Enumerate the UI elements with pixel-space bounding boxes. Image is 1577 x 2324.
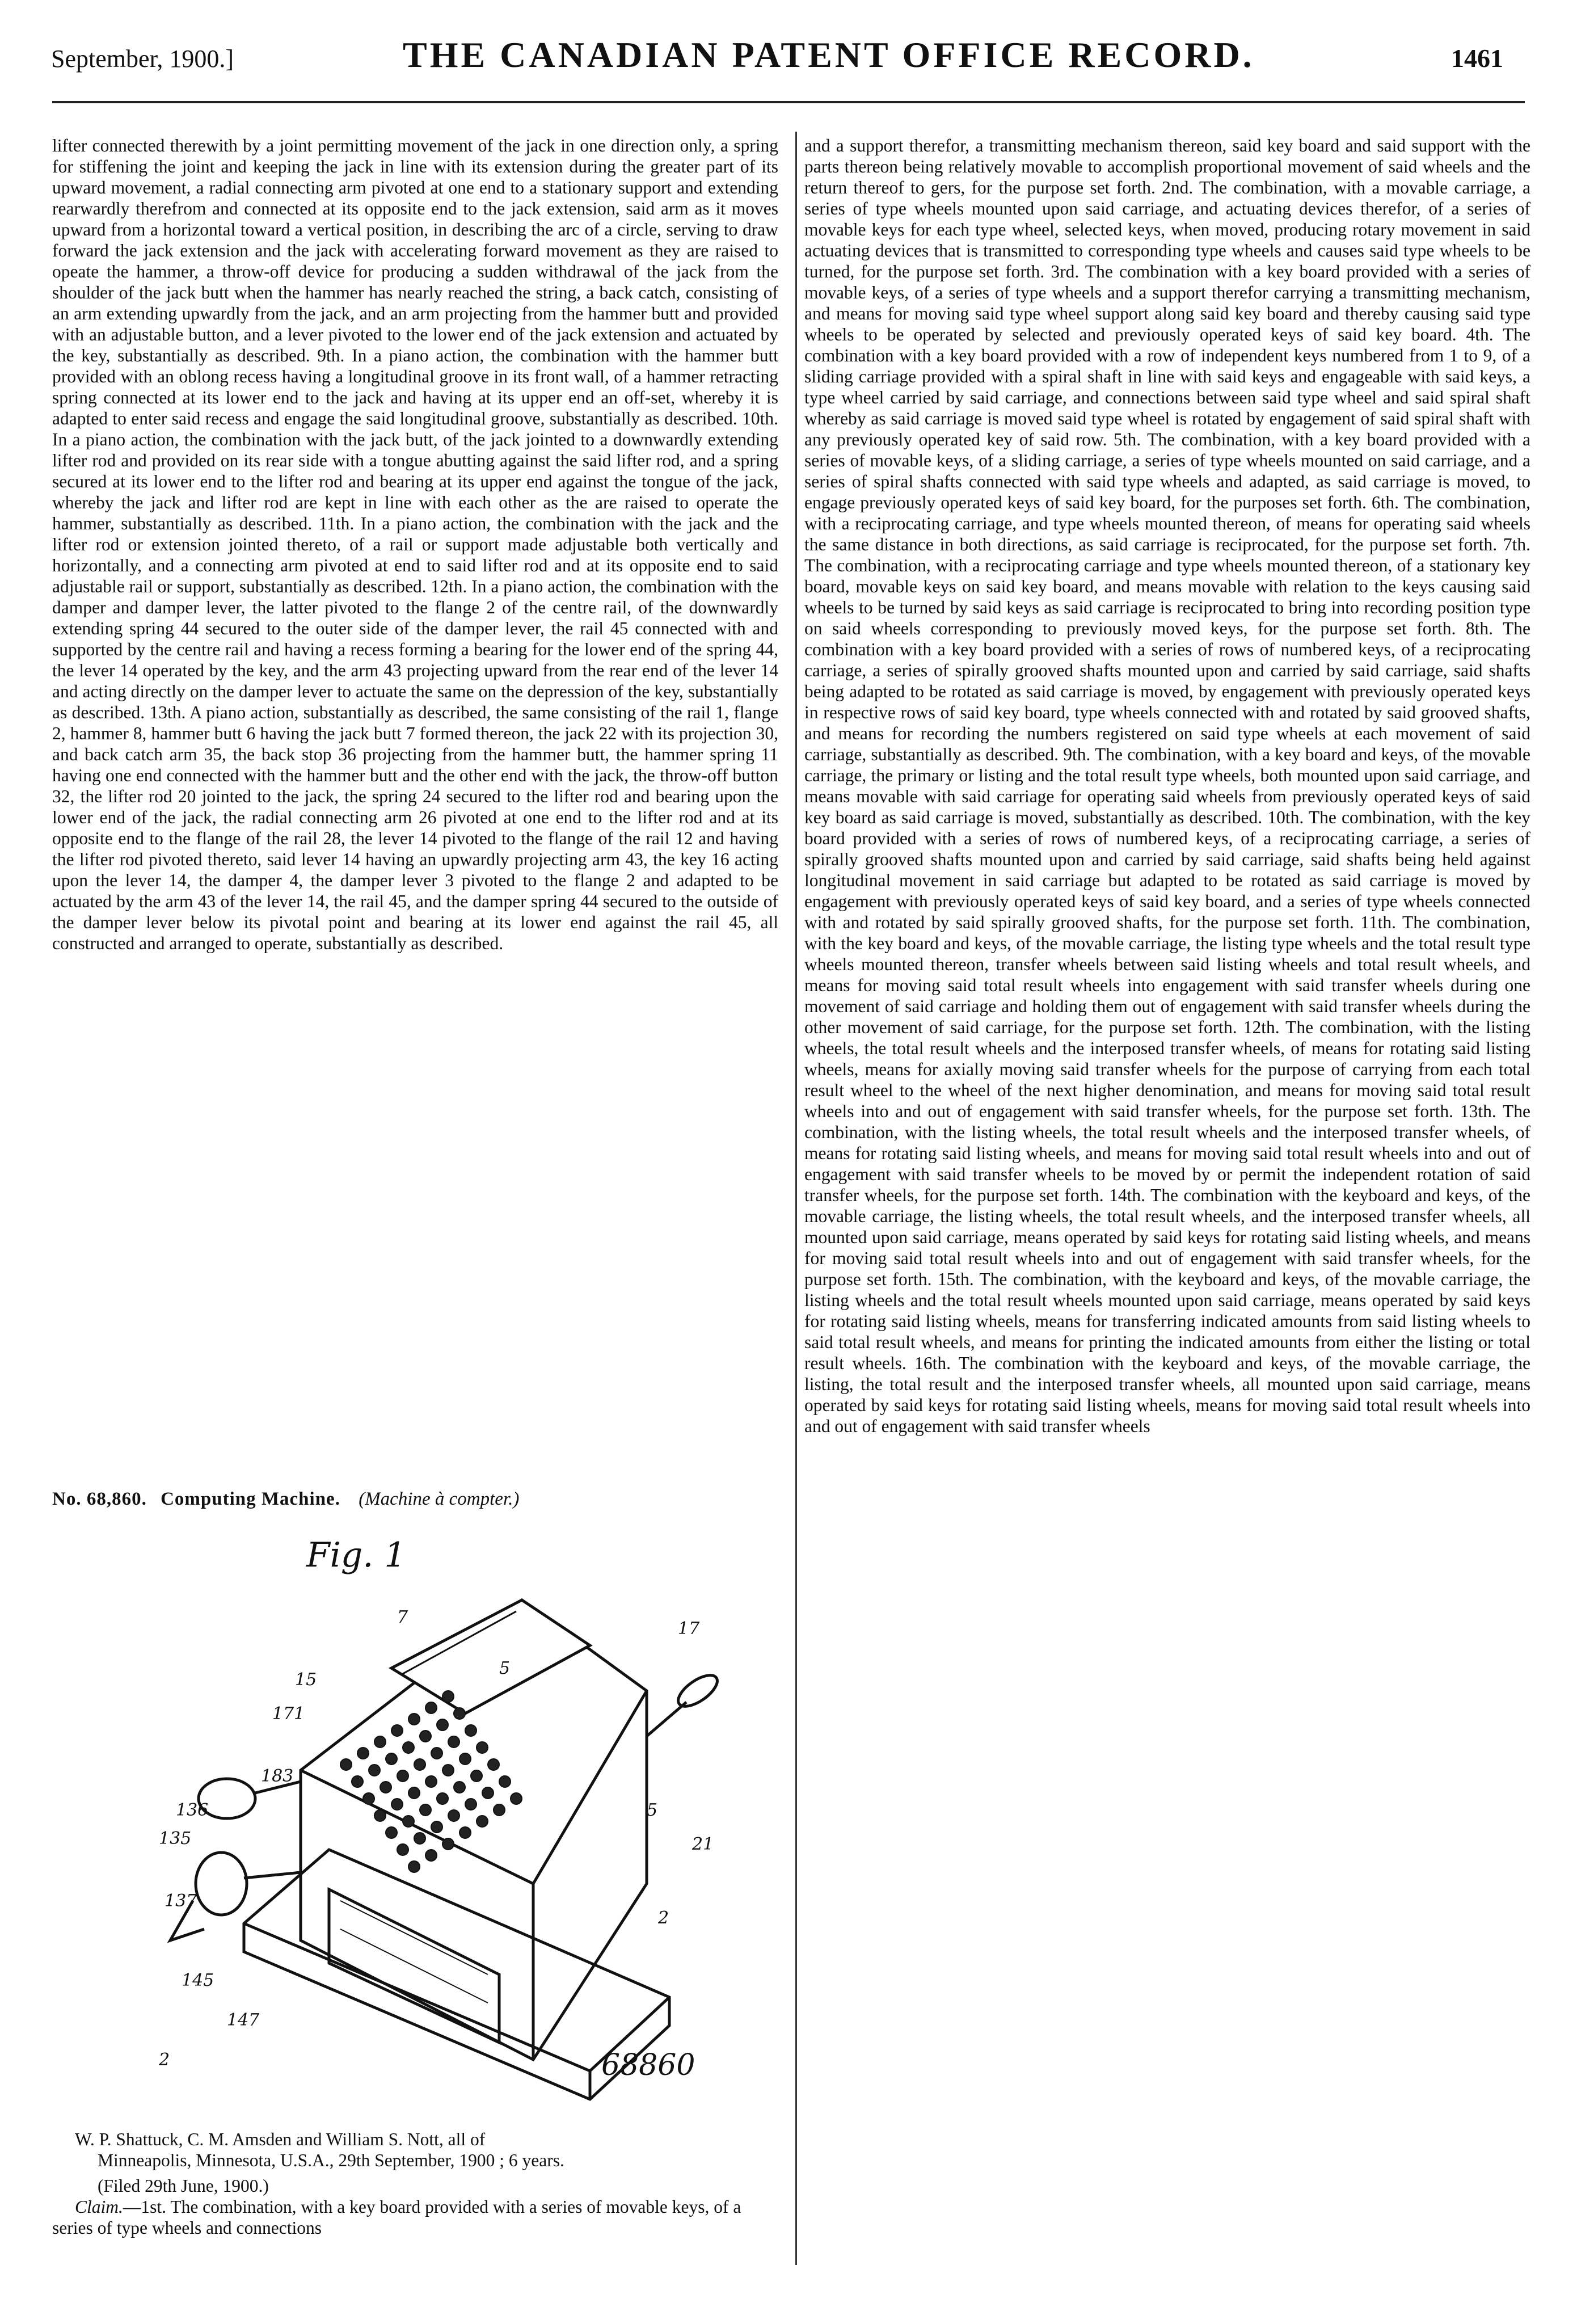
- patent-heading: [52, 1489, 778, 1510]
- header-title: THE CANADIAN PATENT OFFICE RECORD.: [403, 35, 1255, 75]
- claim-text: —1st. The combination, with a key board provided with a series of movable keys, of a series of type wheels and connections: [52, 2197, 741, 2238]
- claim-block: [52, 2175, 778, 2238]
- inventors-line-2: Minneapolis, Minnesota, U.S.A., 29th September, 1900 ; 6 years.: [98, 2150, 564, 2170]
- header-rule: [52, 101, 1525, 103]
- callout-5: 5: [499, 1658, 511, 1678]
- callout-171: 171: [272, 1704, 305, 1724]
- patent-title: Computing Machine.: [161, 1489, 340, 1509]
- callout-147: 147: [227, 2010, 260, 2030]
- inventors-block: [52, 2129, 778, 2171]
- callout-145: 145: [182, 1971, 214, 1990]
- callout-15: 15: [295, 1670, 317, 1690]
- patent-french-title: (Machine à compter.): [359, 1489, 520, 1509]
- callout-137: 137: [165, 1891, 197, 1911]
- patent-number: No. 68,860.: [52, 1489, 147, 1509]
- figure-label: Fig. 1: [306, 1535, 406, 1575]
- callout-2-left: 2: [159, 2050, 170, 2070]
- right-column-paragraph: and a support therefor, a transmitting mechanism thereon, said key board and said support with the parts thereon being relatively movable to accomplish proportional movement of said wheels and the return thereof to gers, for the purpose set forth. 2nd. The combination, with a movable carriage, a series of type wheels mounted upon said carriage, and actuating devices therefor, of a series of movable keys for each type wheel, selected keys, when moved, producing rotary movement in said actuating devices that is transmitted to corresponding type wheels and causes said type wheels to be turned, for the purpose set forth. 3rd. The combination with a key board provided with a series of movable keys, of a series of type wheels and a support therefor carrying a transmitting mechanism, and means for moving said type wheel support along said key board and thereby causing said type wheels to be operated by selected and previously operated keys of said key board. 4th. The combination with a key board provided with a row of independent keys numbered from 1 to 9, of a sliding carriage provided with a spiral shaft in line with said keys and engageable with said keys, a type wheel carried by said carriage, and connections between said type wheel and said spiral shaft whereby as said carriage is moved said type wheel is rotated by engagement of said spiral shaft with any previously operated key of said row. 5th. The combination, with a key board provided with a series of movable keys, of a sliding carriage, a series of type wheels mounted on said carriage, and a series of spiral shafts connected with said type wheels and adapted, as said carriage is moved, to engage previously operated keys of said key board, for the purposes set forth. 6th. The combination, with a reciprocating carriage, and type wheels mounted thereon, of means for operating said wheels the same distance in both directions, as said carriage is reciprocated, for the purpose set forth. 7th. The combination, with a reciprocating carriage and type wheels mounted thereon, of a stationary key board, movable keys on said key board, and means movable with relation to the keys causing said wheels to be turned by said keys as said carriage is reciprocated to bring into recording position type on said wheels corresponding to previously moved keys, for the purpose set forth. 8th. The combination with a key board provided with a series of rows of numbered keys, of a reciprocating carriage, a series of spirally grooved shafts mounted upon and carried by said carriage, said shafts being adapted to be rotated as said carriage is moved, by engagement with previously operated keys in respective rows of said key board, type wheels connected with and rotated by said grooved shafts, and means for recording the numbers registered on said type wheels at each movement of said carriage, substantially as described. 9th. The combination, with a key board and keys, of the movable carriage, the primary or listing and the total result type wheels, both mounted upon said carriage, and means movable with said carriage for operating said wheels from previously operated keys of said key board as said carriage is moved, substantially as described. 10th. The combination, with the key board provided with a series of rows of numbered keys, of a reciprocating carriage, a series of spirally grooved shafts mounted upon and carried by said carriage, said shafts being held against longitudinal movement in said carriage but adapted to be rotated as said carriage is moved by engagement with previously operated keys of said key board, and a series of type wheels connected with and rotated by said spirally grooved shafts, for the purpose set forth. 11th. The combination, with the key board and keys, of the movable carriage, the listing type wheels and the total result type wheels mounted thereon, transfer wheels between said listing wheels and total result wheels, and means for moving said total result wheels into engagement with said transfer wheels during one movement of said carriage and holding them out of engagement with said transfer wheels during the other movement of said carriage, for the purpose set forth. 12th. The combination, with the listing wheels, the total result wheels and the interposed transfer wheels, of means for rotating said listing wheels, means for axially moving said transfer wheels for the purpose of carrying from each total result wheel to the wheel of the next higher denomination, and means for moving said total result wheels into and out of engagement with said transfer wheels, for the purpose set forth. 13th. The combination, with the listing wheels, the total result wheels and the interposed transfer wheels, of means for rotating said listing wheels, and means for moving said total result wheels into and out of engagement with said transfer wheels to be moved by or permit the independent rotation of said transfer wheels, for the purpose set forth. 14th. The combination with the keyboard and keys, of the movable carriage, the listing wheels, the total result wheels, and the interposed transfer wheels, all mounted upon said carriage, means operated by said keys for rotating said listing wheels, and means for moving said total result wheels into and out of engagement with said transfer wheels, for the purpose set forth. 15th. The combination, with the keyboard and keys, of the movable carriage, the listing wheels and the total result wheels mounted upon said carriage, means operated by said keys for rotating said listing wheels, means for transferring indicated amounts from said listing wheels to said total result wheels, and means for printing the indicated amounts from either the listing or total result wheels. 16th. The combination with the keyboard and keys, of the movable carriage, the listing, the total result and the interposed transfer wheels, all mounted upon said carriage, means operated by said keys for rotating said listing wheels, means for moving said total result wheels into and out of engagement with said transfer wheels: [804, 136, 1530, 1436]
- inventors-line-1: W. P. Shattuck, C. M. Amsden and William S. Nott, all of: [75, 2129, 486, 2149]
- machine-housing: [301, 1600, 647, 2060]
- callout-21: 21: [692, 1834, 714, 1854]
- callout-17: 17: [678, 1619, 700, 1639]
- callout-5-right: 5: [647, 1800, 658, 1820]
- left-column-paragraph: lifter connected therewith by a joint permitting movement of the jack in one direction only, a spring for stiffening the joint and keeping the jack in line with its extension during the greater part of its upward movement, a radial connecting arm pivoted at one end to a stationary support and extending rearwardly therefrom and connected at its opposite end to the jack extension, said arm as it moves upward from a horizontal toward a vertical position, in describing the arc of a circle, serving to draw forward the jack extension and the jack with accelerating forward movement as they are raised to opeate the hammer, a throw-off device for producing a sudden withdrawal of the jack from the shoulder of the jack butt when the hammer has nearly reached the string, a back catch, consisting of an arm extending upwardly from the jack, and an arm projecting from the hammer butt and provided with an adjustable button, and a lever pivoted to the lower end of the jack extension and actuated by the key, substantially as described. 9th. In a piano action, the combination with the hammer butt provided with an oblong recess having a longitudinal groove in its front wall, of a hammer retracting spring connected at its lower end to the jack and having at its upper end an off-set, whereby it is adapted to enter said recess and engage the said longitudinal groove, substantially as described. 10th. In a piano action, the combination with the jack butt, of the jack jointed to a downwardly extending lifter rod and provided on its rear side with a tongue abutting against the said lifter rod, and a spring secured at its lower end to the lifter rod and bearing at its upper end against the tongue of the jack, whereby the jack and lifter rod are kept in line with each other as the are raised to operate the hammer, substantially as described. 11th. In a piano action, the combination with the jack and the lifter rod or extension jointed thereto, of a rail or support made adjustable both vertically and horizontally, and a connecting arm pivoted at end to said lifter rod and at its opposite end to said adjustable rail or support, substantially as described. 12th. In a piano action, the combination with the damper and damper lever, the latter pivoted to the flange 2 of the centre rail, of the downwardly extending spring 44 secured to the outer side of the damper lever, the rail 45 connected with and supported by the centre rail and having a recess forming a bearing for the lower end of the spring 44, the lever 14 operated by the key, and the arm 43 projecting upward from the rear end of the lever 14 and acting directly on the damper lever to actuate the same on the depression of the key, substantially as described. 13th. A piano action, substantially as described, the same consisting of the rail 1, flange 2, hammer 8, hammer butt 6 having the jack butt 7 formed thereon, the jack 22 with its projection 30, and back catch arm 35, the back stop 36 projecting from the hammer butt, the hammer spring 11 having one end connected with the hammer butt and the other end with the jack, the throw-off button 32, the lifter rod 20 jointed to the jack, the spring 24 secured to the lifter rod and bearing upon the lower end of the jack, the radial connecting arm 26 pivoted at one end to the lifter rod and at its opposite end to the flange of the rail 28, the lever 14 pivoted to the flange of the rail 12 and having the lifter rod pivoted thereto, said lever 14 having an upwardly projecting arm 43, the key 16 acting upon the lever 14, the damper 4, the damper lever 3 pivoted to the flange 2 and adapted to be actuated by the arm 43 of the lever 14, the rail 45, and the damper spring 44 secured to the outside of the damper lever below its pivotal point and bearing at its lower end against the rail 45, all constructed and arranged to operate, substantially as described.: [52, 136, 778, 953]
- filed-line: (Filed 29th June, 1900.): [98, 2176, 269, 2196]
- computing-machine-illustration: [159, 1532, 726, 2111]
- callout-183: 183: [261, 1766, 294, 1786]
- callout-135: 135: [159, 1829, 192, 1849]
- header-date: September, 1900.]: [51, 45, 234, 73]
- figure-number: 68860: [601, 2048, 695, 2082]
- callout-7: 7: [397, 1607, 408, 1627]
- column-divider: [795, 132, 797, 2265]
- header-page-number: 1461: [1451, 44, 1503, 73]
- callout-2-right: 2: [658, 1908, 669, 1928]
- crank-handle: [647, 1669, 722, 1736]
- callout-136: 136: [176, 1800, 209, 1820]
- page-header: [51, 33, 1526, 84]
- claim-label: Claim.: [75, 2197, 123, 2217]
- right-column-text: [804, 135, 1530, 1437]
- left-column-text: [52, 135, 778, 954]
